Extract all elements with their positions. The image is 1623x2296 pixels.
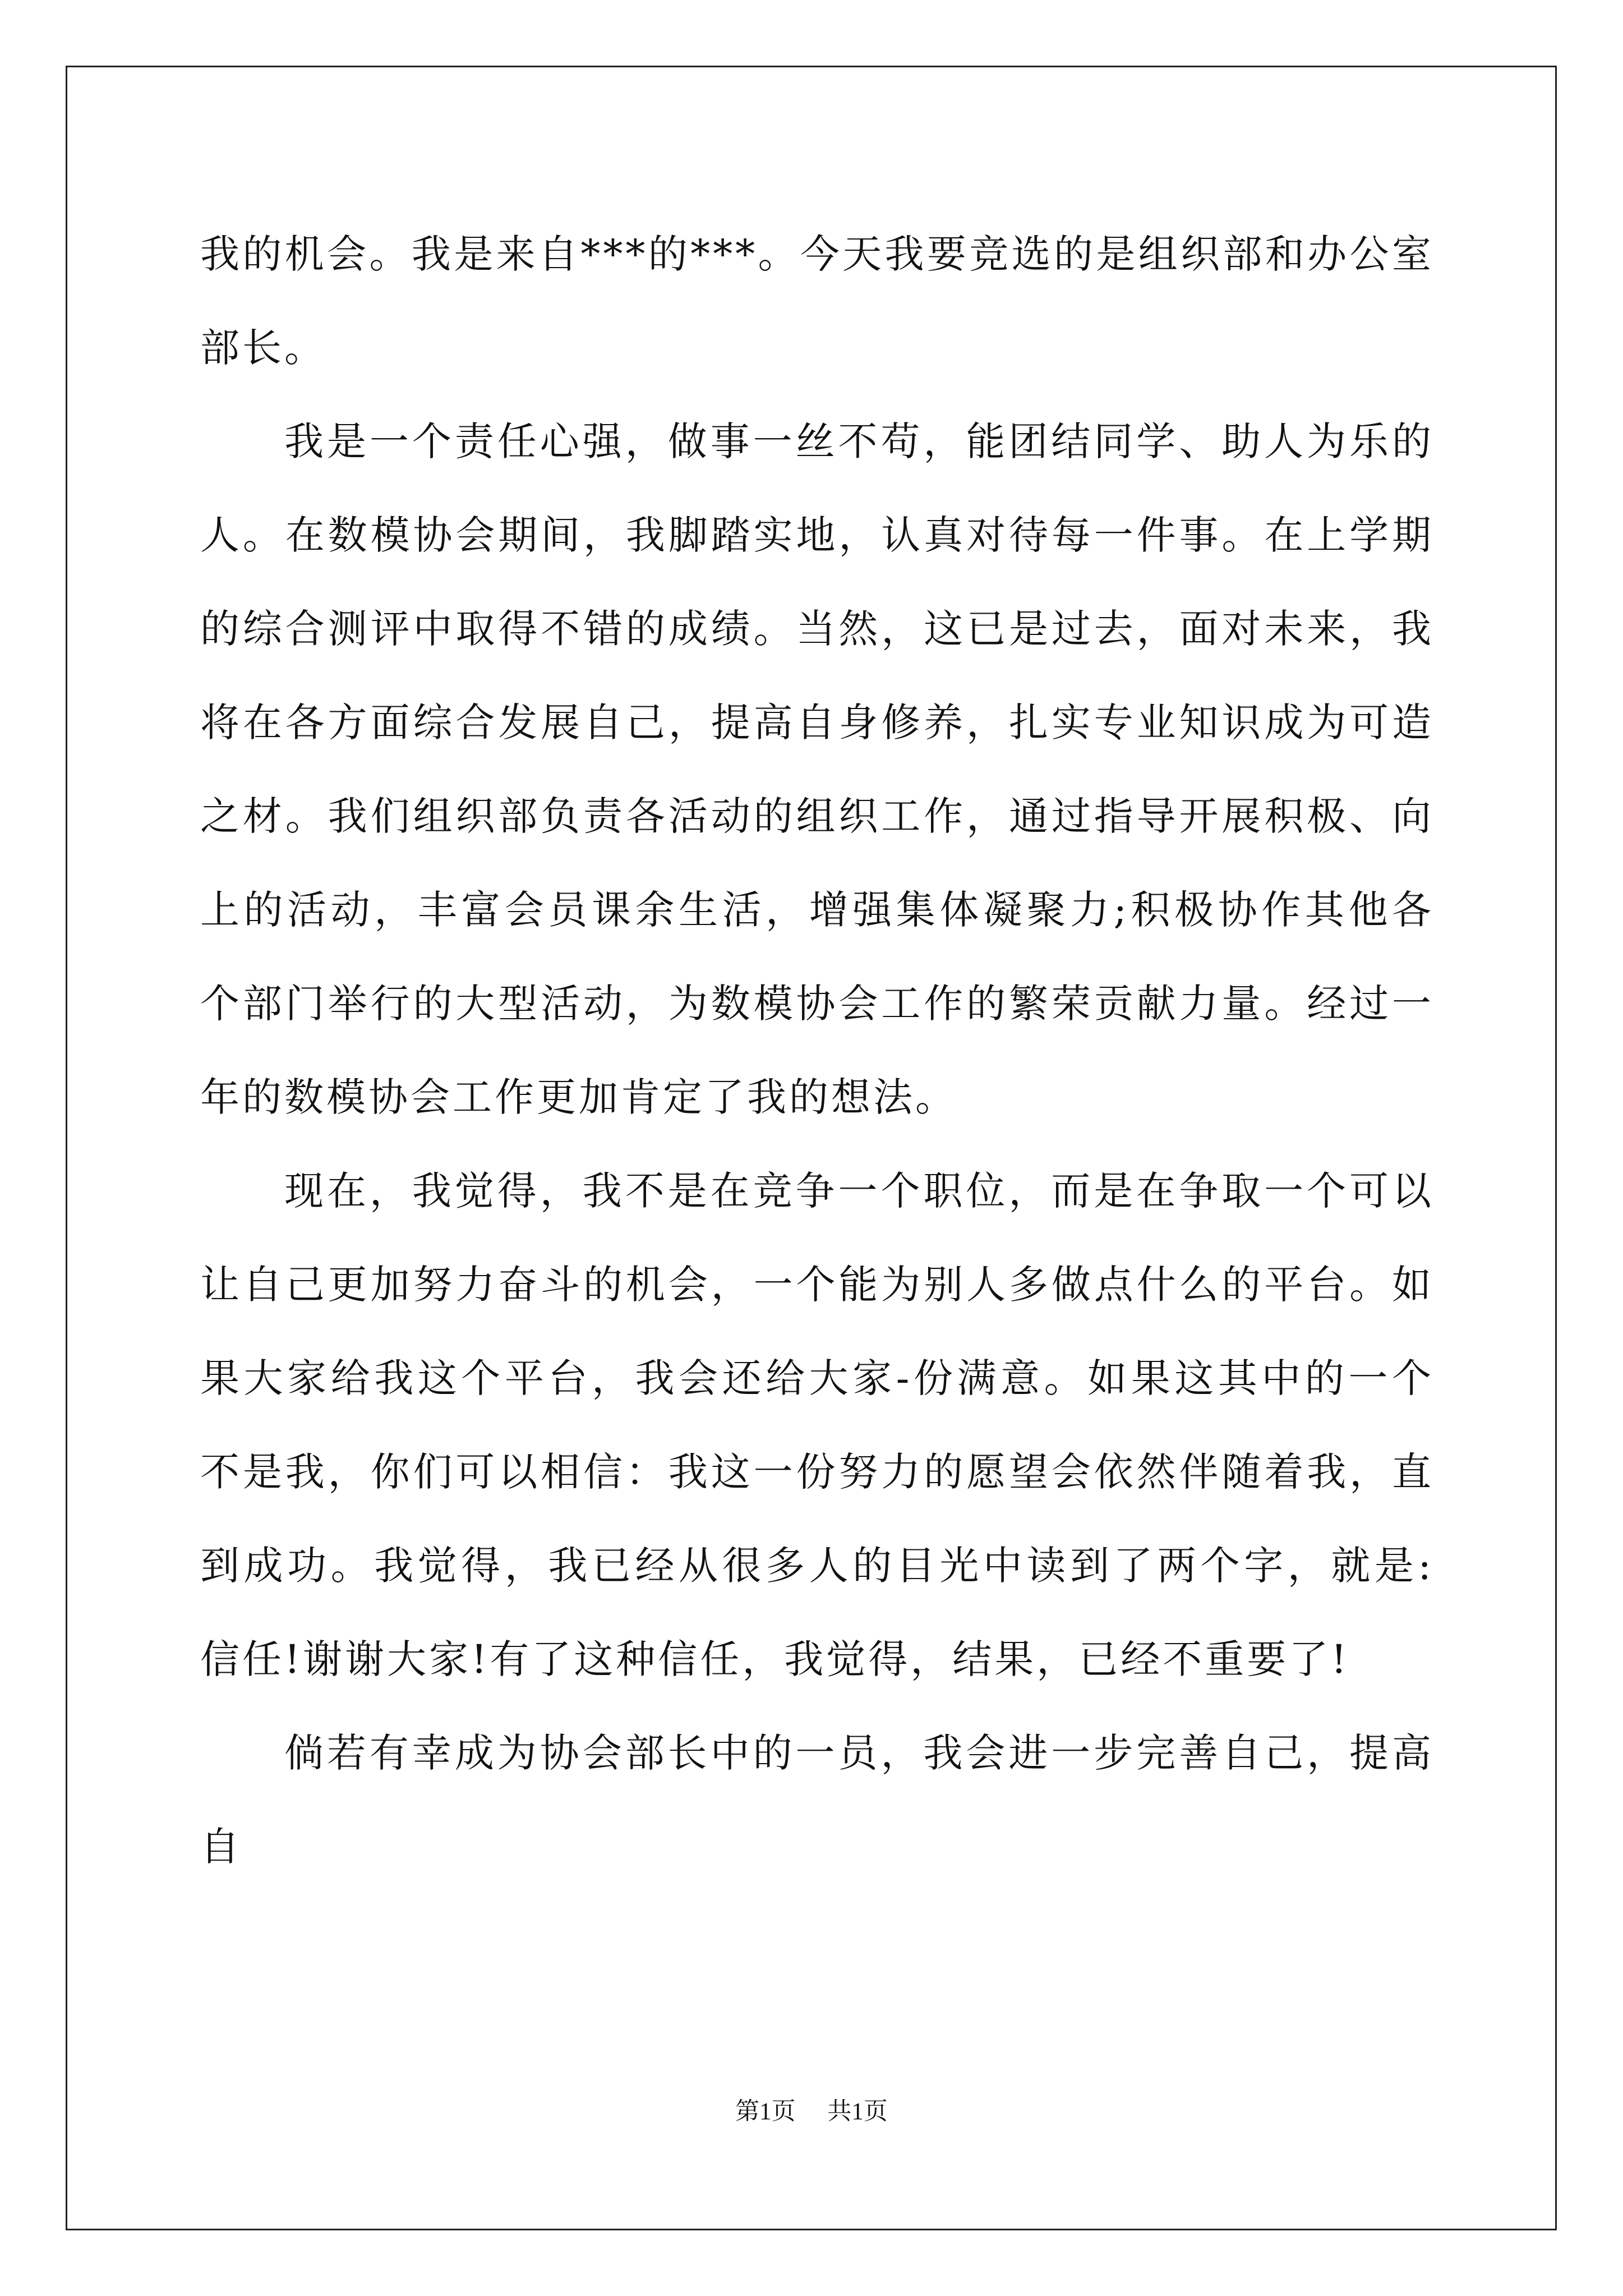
page-footer bbox=[0, 2095, 1623, 2129]
paragraph-3: 现在，我觉得，我不是在竞争一个职位，而是在争取一个可以让自己更加努力奋斗的机会，一个能为别人多做点什么的平台。如果大家给我这个平台，我会还给大家-份满意。如果这其中的一个不是我，你们可以相信：我这一份努力的愿望会依然伴随着我，直到成功。我觉得，我已经从很多人的目光中读到了两个字，就是:信任!谢谢大家!有了这种信任，我觉得，结果，已经不重要了! bbox=[200, 1168, 1434, 1682]
paragraph-2: 我是一个责任心强，做事一丝不苟，能团结同学、助人为乐的人。在数模协会期间，我脚踏实地，认真对待每一件事。在上学期的综合测评中取得不错的成绩。当然，这已是过去，面对未来，我将在各方面综合发展自己，提高自身修养，扎实专业知识成为可造之材。我们组织部负责各活动的组织工作，通过指导开展积极、向上的活动，丰富会员课余生活，增强集体凝聚力;积极协作其他各个部门举行的大型活动，为数模协会工作的繁荣贡献力量。经过一年的数模协会工作更加肯定了我的想法。 bbox=[200, 418, 1434, 1120]
paragraph-1: 我的机会。我是来自***的***。今天我要竞选的是组织部和办公室部长。 bbox=[200, 231, 1434, 371]
page-number: 第1页 bbox=[735, 2099, 796, 2125]
page-total: 共1页 bbox=[827, 2099, 888, 2125]
paragraph-4: 倘若有幸成为协会部长中的一员，我会进一步完善自己，提高自 bbox=[200, 1730, 1434, 1870]
document-body bbox=[200, 208, 1434, 1894]
